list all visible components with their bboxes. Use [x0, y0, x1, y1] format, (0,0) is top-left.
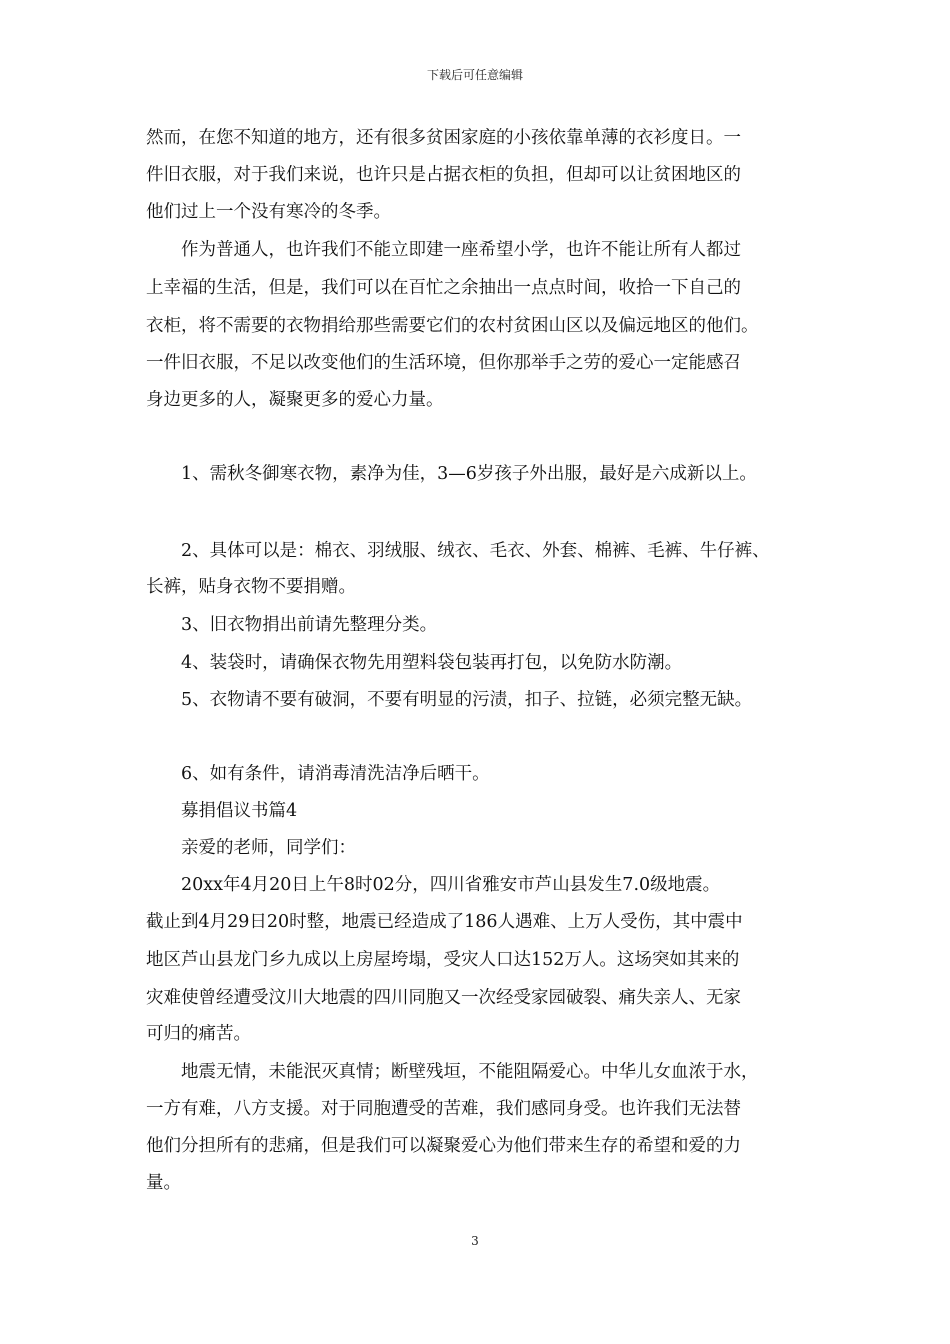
- text-line: 可归的痛苦。: [146, 1024, 251, 1044]
- text-line: 长裤，贴身衣物不要捐赠。: [146, 577, 356, 597]
- text-line: 量。: [146, 1173, 181, 1193]
- text-line: 身边更多的人，凝聚更多的爱心力量。: [146, 390, 444, 410]
- text-line: 件旧衣服，对于我们来说，也许只是占据衣柜的负担，但却可以让贫困地区的: [146, 165, 741, 185]
- page-number: 3: [471, 1234, 479, 1248]
- list-item: 6、如有条件，请消毒清洗洁净后晒干。: [181, 764, 490, 784]
- text-line: 截止到4月29日20时整，地震已经造成了186人遇难、上万人受伤，其中震中: [146, 912, 743, 932]
- salutation: 亲爱的老师，同学们：: [181, 838, 356, 858]
- list-item: 5、衣物请不要有破洞，不要有明显的污渍，扣子、拉链，必须完整无缺。: [181, 690, 753, 710]
- text-line: 作为普通人，也许我们不能立即建一座希望小学，也许不能让所有人都过: [181, 240, 741, 260]
- section-title: 募捐倡议书篇4: [181, 801, 298, 821]
- text-line: 衣柜，将不需要的衣物捐给那些需要它们的农村贫困山区以及偏远地区的他们。: [146, 316, 759, 336]
- text-line: 他们过上一个没有寒冷的冬季。: [146, 202, 391, 222]
- text-line: 然而，在您不知道的地方，还有很多贫困家庭的小孩依靠单薄的衣衫度日。一: [146, 128, 741, 148]
- list-item: 1、需秋冬御寒衣物，素净为佳，3—6岁孩子外出服，最好是六成新以上。: [181, 464, 757, 484]
- text-line: 地区芦山县龙门乡九成以上房屋垮塌，受灾人口达152万人。这场突如其来的: [146, 950, 740, 970]
- text-line: 20xx年4月20日上午8时02分，四川省雅安市芦山县发生7.0级地震。: [181, 875, 721, 895]
- text-line: 一件旧衣服，不足以改变他们的生活环境，但你那举手之劳的爱心一定能感召: [146, 353, 741, 373]
- text-line: 灾难使曾经遭受汶川大地震的四川同胞又一次经受家园破裂、痛失亲人、无家: [146, 988, 741, 1008]
- list-item: 2、具体可以是：棉衣、羽绒服、绒衣、毛衣、外套、棉裤、毛裤、牛仔裤、: [181, 541, 770, 561]
- text-line: 地震无情，未能泯灭真情；断壁残垣，不能阻隔爱心。中华儿女血浓于水，: [181, 1062, 759, 1082]
- text-line: 上幸福的生活，但是，我们可以在百忙之余抽出一点点时间，收拾一下自己的: [146, 278, 741, 298]
- list-item: 4、装袋时，请确保衣物先用塑料袋包装再打包，以免防水防潮。: [181, 653, 683, 673]
- text-line: 他们分担所有的悲痛，但是我们可以凝聚爱心为他们带来生存的希望和爱的力: [146, 1136, 741, 1156]
- page-header: 下载后可任意编辑: [426, 68, 523, 82]
- text-line: 一方有难，八方支援。对于同胞遭受的苦难，我们感同身受。也许我们无法替: [146, 1099, 741, 1119]
- list-item: 3、旧衣物捐出前请先整理分类。: [181, 615, 438, 635]
